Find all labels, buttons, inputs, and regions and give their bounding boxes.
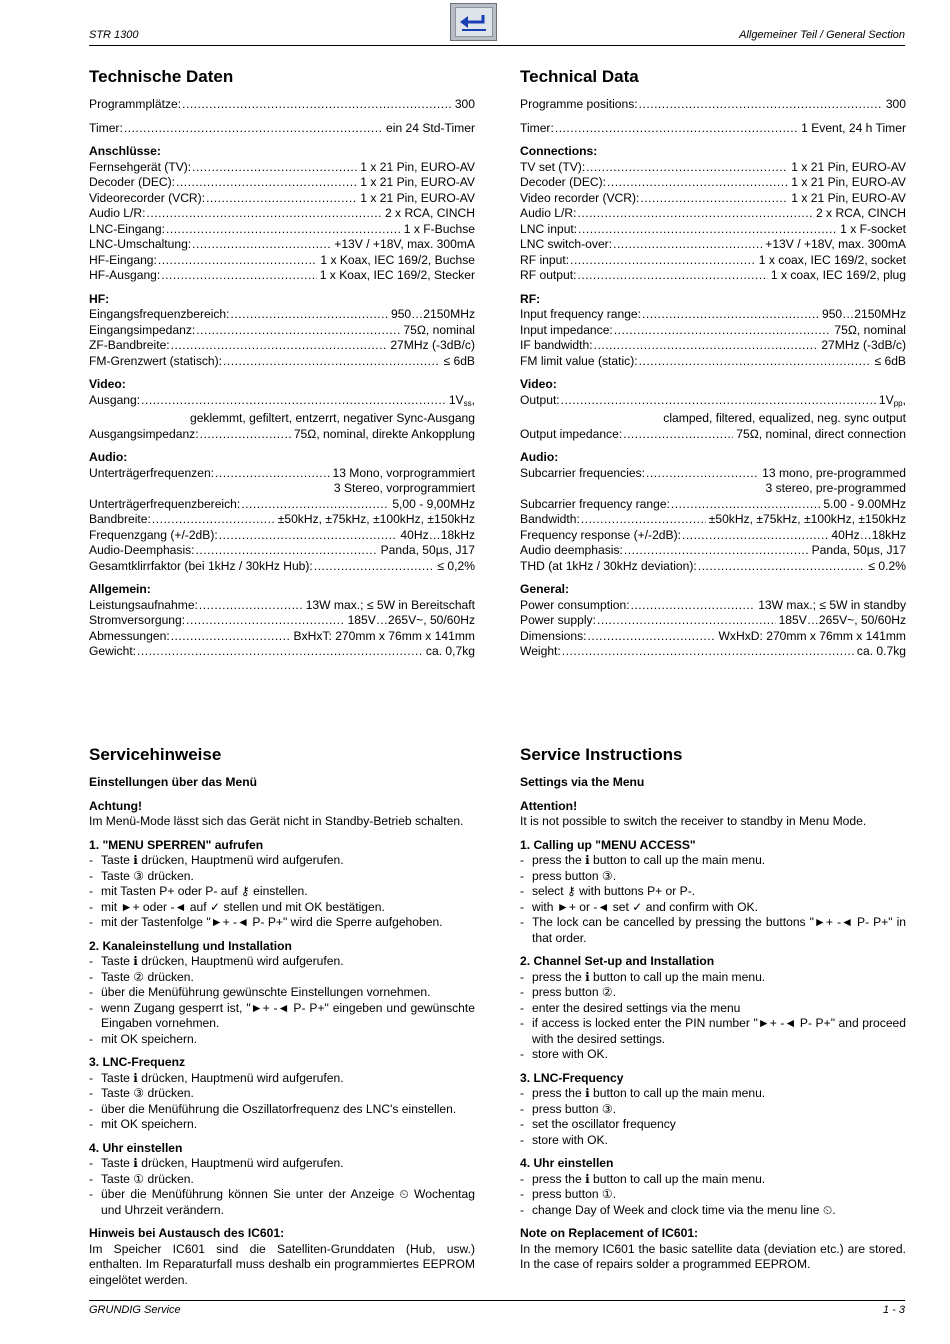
list-item: - store with OK. <box>520 1132 608 1147</box>
list-item: - change Day of Week and clock time via the menu line ⏲. <box>520 1202 836 1217</box>
step-heading: 3. LNC-Frequenz <box>89 1055 186 1069</box>
list-item: - set the oscillator frequency <box>520 1117 676 1131</box>
spec-row: Output: ..... $1V_{pp}$, <box>520 393 906 412</box>
spec-row: Eingangsimpedanz: ..... 75Ω, nominal <box>89 323 475 339</box>
technical-data-en <box>520 66 906 660</box>
list-item: - wenn Zugang gesperrt ist, "►+ -◄ P- P+" eingeben und gewünschte Eingaben vornehmen. <box>89 1000 475 1030</box>
list-item: - über die Menüführung gewünschte Einstellungen vornehmen. <box>89 985 431 999</box>
spec-row: Decoder (DEC): ..... 1 x 21 Pin, EURO-AV <box>520 175 906 191</box>
spec-row: ZF-Bandbreite: ..... 27MHz (-3dB/c) <box>89 338 475 354</box>
spec-row: HF-Eingang: ..... 1 x Koax, IEC 169/2, Buchse <box>89 253 475 269</box>
list-item: - press button ③. <box>520 868 617 883</box>
spec-row: RF input: ..... 1 x coax, IEC 169/2, socket <box>520 253 906 269</box>
spec-continuation: clamped, filtered, equalized, neg. sync output <box>663 411 906 425</box>
spec-row: Power consumption: ..... 13W max.; ≤ 5W in standby <box>520 598 906 614</box>
spec-continuation: 3 stereo, pre-programmed <box>765 481 906 495</box>
spec-row: Input impedance: ..... 75Ω, nominal <box>520 323 906 339</box>
step-heading: 3. LNC-Frequency <box>520 1070 624 1085</box>
spec-row: Audio-Deemphasis: ..... Panda, 50µs, J17 <box>89 543 475 559</box>
spec-row: Videorecorder (VCR): ..... 1 x 21 Pin, EURO-AV <box>89 191 475 207</box>
spec-heading: General: <box>520 582 570 596</box>
spec-row: Decoder (DEC): ..... 1 x 21 Pin, EURO-AV <box>89 175 475 191</box>
attention-heading: Achtung! <box>89 798 143 813</box>
return-arrow-icon <box>455 7 493 37</box>
spec-heading: Allgemein: <box>89 582 151 596</box>
spec-row: FM-Grenzwert (statisch): ..... ≤ 6dB <box>89 354 475 370</box>
header-model: STR 1300 <box>89 29 139 41</box>
section-title: Technische Daten <box>89 67 234 86</box>
list-item: - Taste ③ drücken. <box>89 868 194 883</box>
spec-row: Fernsehgerät (TV): ..... 1 x 21 Pin, EURO-AV <box>89 160 475 176</box>
list-item: - Taste ℹ drücken, Hauptmenü wird aufgerufen. <box>89 853 344 867</box>
spec-row: Stromversorgung: ..... 185V…265V~, 50/60Hz <box>89 613 475 629</box>
spec-heading: Connections: <box>520 144 598 158</box>
list-item: - if access is locked enter the PIN number "►+ -◄ P- P+" and proceed with the desired settings. <box>520 1016 906 1046</box>
list-item: - über die Menüführung können Sie unter der Anzeige ⏲ Wochentag und Uhrzeit verändern. <box>89 1187 475 1217</box>
spec-row: Audio deemphasis: ..... Panda, 50µs, J17 <box>520 543 906 559</box>
list-item: - mit OK speichern. <box>89 1117 198 1131</box>
list-item: - press button ②. <box>520 985 617 999</box>
spec-row: HF-Ausgang: ..... 1 x Koax, IEC 169/2, Stecker <box>89 268 475 284</box>
step-heading: 2. Kanaleinstellung und Installation <box>89 938 292 953</box>
list-item: - press the ℹ button to call up the main menu. <box>520 969 766 984</box>
header-rule <box>89 45 905 46</box>
spec-row: Gewicht: ..... ca. 0,7kg <box>89 644 475 660</box>
step-heading: 4. Uhr einstellen <box>520 1156 614 1170</box>
spec-row: Input frequency range: ..... 950…2150MHz <box>520 307 906 323</box>
spec-row: Timer: ..... 1 Event, 24 h Timer <box>520 121 906 137</box>
spec-heading: HF: <box>89 291 110 306</box>
list-item: - with ►+ or -◄ set ✓ and confirm with OK. <box>520 899 758 914</box>
spec-row: Power supply: ..... 185V…265V~, 50/60Hz <box>520 613 906 629</box>
spec-heading: Audio: <box>520 450 559 464</box>
attention-text: It is not possible to switch the receiver to standby in Menu Mode. <box>520 814 867 828</box>
spec-row: IF bandwidth: ..... 27MHz (-3dB/c) <box>520 338 906 354</box>
service-instructions-de <box>89 744 475 1288</box>
list-item: - mit ►+ oder -◄ auf ✓ stellen und mit OK bestätigen. <box>89 899 385 914</box>
section-title: Servicehinweise <box>89 745 222 764</box>
section-title: Service Instructions <box>520 745 683 764</box>
spec-row: LNC input: ..... 1 x F-socket <box>520 222 906 238</box>
spec-heading: RF: <box>520 291 541 306</box>
spec-row: Weight: ..... ca. 0.7kg <box>520 644 906 660</box>
list-item: - mit Tasten P+ oder P- auf ⚷ einstellen. <box>89 884 308 898</box>
footer-rule <box>89 1300 905 1301</box>
spec-row: Leistungsaufnahme: ..... 13W max.; ≤ 5W in Bereitschaft <box>89 598 475 614</box>
spec-row: Subcarrier frequency range: ..... 5.00 - 9.00MHz <box>520 497 906 513</box>
list-item: - über die Menüführung die Oszillatorfrequenz des LNC's einstellen. <box>89 1101 457 1116</box>
spec-row: FM limit value (static): ..... ≤ 6dB <box>520 354 906 370</box>
list-item: - Taste ℹ drücken, Hauptmenü wird aufgerufen. <box>89 954 344 968</box>
spec-row: LNC-Eingang: ..... 1 x F-Buchse <box>89 222 475 238</box>
spec-row: Unterträgerfrequenzen: ..... 13 Mono, vorprogrammiert <box>89 466 475 482</box>
spec-row: Frequency response (+/-2dB): ..... 40Hz…18kHz <box>520 528 906 544</box>
spec-row: RF output: ..... 1 x coax, IEC 169/2, plug <box>520 268 906 284</box>
list-item: - enter the desired settings via the menu <box>520 1000 741 1015</box>
spec-row: Dimensions: ..... WxHxD: 270mm x 76mm x 141mm <box>520 629 906 645</box>
spec-heading: Video: <box>89 377 126 391</box>
list-item: - mit der Tastenfolge "►+ -◄ P- P+" wird die Sperre aufgehoben. <box>89 915 443 929</box>
spec-row: Audio L/R: ..... 2 x RCA, CINCH <box>89 206 475 222</box>
list-item: - press the ℹ button to call up the main menu. <box>520 853 766 867</box>
header-section: Allgemeiner Teil / General Section <box>739 29 905 41</box>
spec-row: LNC-Umschaltung: ..... +13V / +18V, max. 300mA <box>89 237 475 253</box>
note-text: In the memory IC601 the basic satellite data (deviation etc.) are stored. In the case of repairs solder a programmed EEPROM. <box>520 1241 906 1271</box>
list-item: - press the ℹ button to call up the main menu. <box>520 1086 766 1100</box>
list-item: - Taste ② drücken. <box>89 969 194 984</box>
spec-row: Gesamtklirrfaktor (bei 1kHz / 30kHz Hub): ..... ≤ 0,2% <box>89 559 475 575</box>
spec-row: Unterträgerfrequenzbereich: ..... 5,00 - 9,00MHz <box>89 497 475 513</box>
spec-row: Output impedance: ..... 75Ω, nominal, direct connection <box>520 427 906 443</box>
service-instructions-en <box>520 744 906 1273</box>
list-item: - The lock can be cancelled by pressing the buttons "►+ -◄ P- P+" in that order. <box>520 915 906 945</box>
spec-row: Video recorder (VCR): ..... 1 x 21 Pin, EURO-AV <box>520 191 906 207</box>
spec-row: Bandwidth: ..... ±50kHz, ±75kHz, ±100kHz, ±150kHz <box>520 512 906 528</box>
section-title: Technical Data <box>520 67 639 86</box>
spec-heading: Anschlüsse: <box>89 144 161 158</box>
spec-row: Audio L/R: ..... 2 x RCA, CINCH <box>520 206 906 222</box>
technical-data-de <box>89 66 475 660</box>
step-heading: 2. Channel Set-up and Installation <box>520 954 715 968</box>
spec-row: Abmessungen: ..... BxHxT: 270mm x 76mm x 141mm <box>89 629 475 645</box>
note-heading: Hinweis bei Austausch des IC601: <box>89 1226 285 1240</box>
subheading: Einstellungen über das Menü <box>89 775 257 789</box>
spec-row: Subcarrier frequencies: ..... 13 mono, pre-programmed <box>520 466 906 482</box>
step-heading: 1. "MENU SPERREN" aufrufen <box>89 837 264 852</box>
list-item: - press button ①. <box>520 1187 617 1201</box>
spec-continuation: geklemmt, gefiltert, entzerrt, negativer Sync-Ausgang <box>189 411 475 425</box>
spec-row: Programmplätze: ..... 300 <box>89 97 475 113</box>
list-item: - select ⚷ with buttons P+ or P-. <box>520 884 696 898</box>
spec-row: Ausgang: ..... $1V_{ss}$, <box>89 393 475 412</box>
spec-row: Frequenzgang (+/-2dB): ..... 40Hz…18kHz <box>89 528 475 544</box>
list-item: - store with OK. <box>520 1047 608 1061</box>
spec-row: Bandbreite: ..... ±50kHz, ±75kHz, ±100kHz, ±150kHz <box>89 512 475 528</box>
step-heading: 4. Uhr einstellen <box>89 1140 183 1155</box>
note-heading: Note on Replacement of IC601: <box>520 1226 699 1240</box>
attention-heading: Attention! <box>520 798 578 813</box>
list-item: - Taste ℹ drücken, Hauptmenü wird aufgerufen. <box>89 1070 344 1085</box>
list-item: - mit OK speichern. <box>89 1031 198 1046</box>
spec-row: THD (at 1kHz / 30kHz deviation): ..... ≤ 0.2% <box>520 559 906 575</box>
list-item: - Taste ℹ drücken, Hauptmenü wird aufgerufen. <box>89 1156 344 1170</box>
note-text: Im Speicher IC601 sind die Satelliten-Grunddaten (Hub, usw.) enthalten. Im Reparaturfall muss deshalb ein programmiertes EEPROM eingelötet werden. <box>89 1241 475 1287</box>
list-item: - press button ③. <box>520 1101 617 1116</box>
list-item: - Taste ① drücken. <box>89 1171 194 1186</box>
spec-heading: Audio: <box>89 450 128 464</box>
back-button[interactable] <box>450 3 497 41</box>
spec-row: Eingangsfrequenzbereich: ..... 950…2150MHz <box>89 307 475 323</box>
spec-row: TV set (TV): ..... 1 x 21 Pin, EURO-AV <box>520 160 906 176</box>
attention-text: Im Menü-Mode lässt sich das Gerät nicht in Standby-Betrieb schalten. <box>89 814 464 828</box>
step-heading: 1. Calling up "MENU ACCESS" <box>520 837 696 852</box>
page-number: 1 - 3 <box>882 1304 905 1316</box>
list-item: - press the ℹ button to call up the main menu. <box>520 1171 766 1186</box>
subheading: Settings via the Menu <box>520 775 645 789</box>
spec-continuation: 3 Stereo, vorprogrammiert <box>333 481 475 495</box>
spec-heading: Video: <box>520 377 557 391</box>
spec-row: Timer: ..... ein 24 Std-Timer <box>89 121 475 137</box>
spec-row: Ausgangsimpedanz: ..... 75Ω, nominal, direkte Ankopplung <box>89 427 475 443</box>
footer-brand: GRUNDIG Service <box>89 1304 181 1316</box>
spec-row: Programme positions: ..... 300 <box>520 97 906 113</box>
spec-row: LNC switch-over: ..... +13V / +18V, max. 300mA <box>520 237 906 253</box>
list-item: - Taste ③ drücken. <box>89 1086 194 1100</box>
